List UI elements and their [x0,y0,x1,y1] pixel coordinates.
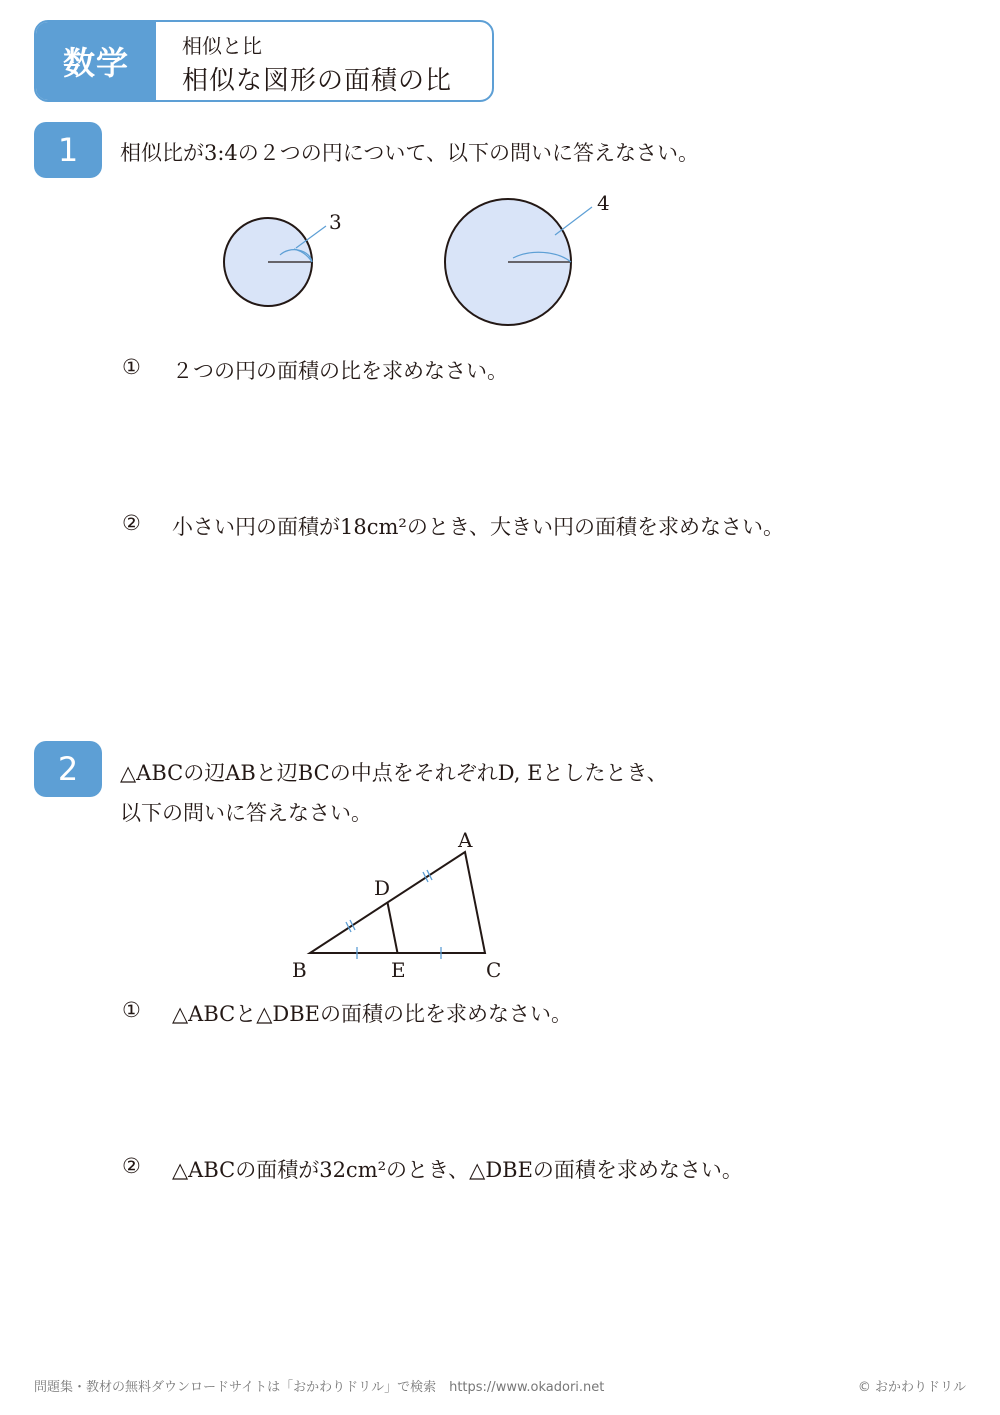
q1-sub2-mark: ② [122,511,141,535]
point-c-label: C [486,958,502,982]
worksheet-header [34,20,494,102]
q2-sub1-text: △ABCと△DBEの面積の比を求めなさい。 [172,1002,572,1026]
large-circle-leader [555,207,592,235]
q1-sub2-text: 小さい円の面積が18cm²のとき、大きい円の面積を求めなさい。 [172,515,784,539]
question-1-number: 1 [34,122,102,178]
question-2-prompt-line1: △ABCの辺ABと辺BCの中点をそれぞれD, Eとしたとき、 [120,761,668,785]
q2-sub2-mark: ② [122,1154,141,1178]
question-2-prompt-line2: 以下の問いに答えなさい。 [120,801,372,825]
point-d-label: D [374,876,391,900]
q2-sub2-text: △ABCの面積が32cm²のとき、△DBEの面積を求めなさい。 [172,1158,743,1182]
point-b-label: B [292,958,307,982]
triangle-figure [280,825,530,985]
subject-badge: 数学 [36,22,156,100]
circles-figure [200,185,640,335]
footer-copyright: © おかわりドリル [857,1380,966,1395]
topic-label: 相似と比 [182,34,262,58]
q2-sub1-mark: ① [122,998,141,1022]
point-a-label: A [458,828,473,852]
question-2-number: 2 [34,741,102,797]
page-title: 相似な図形の面積の比 [182,66,453,96]
large-circle-label: 4 [597,191,610,215]
segment-de [388,903,398,954]
small-circle-label: 3 [329,210,342,234]
question-1-prompt: 相似比が3:4の２つの円について、以下の問いに答えなさい。 [120,141,699,165]
point-e-label: E [391,958,406,982]
q1-sub1-mark: ① [122,355,141,379]
footer-source: 問題集・教材の無料ダウンロードサイトは「おかわりドリル」で検索 https://www.okadori.net [34,1380,605,1395]
triangle-abc [310,852,485,953]
q1-sub1-text: ２つの円の面積の比を求めなさい。 [172,359,508,383]
